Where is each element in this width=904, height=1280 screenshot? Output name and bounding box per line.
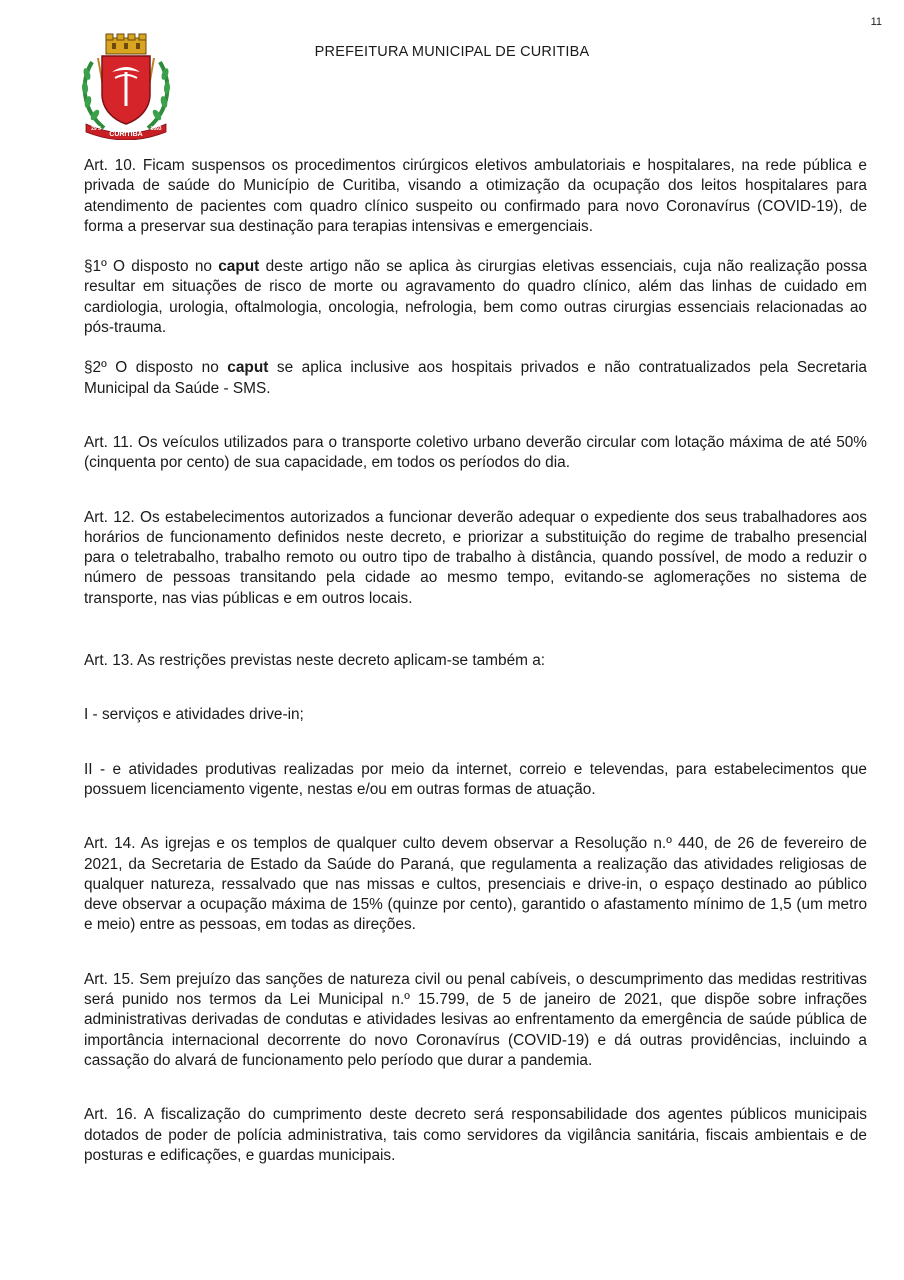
page-number: 11: [870, 16, 882, 28]
paragraph-prefix: §1º O disposto no: [84, 258, 219, 276]
article-11: Art. 11. Os veículos utilizados para o transporte coletivo urbano deverão circular com lotação máxima de até 50% (cinquenta por cento) de sua capacidade, em todos os períodos do dia.: [84, 433, 867, 472]
caput-term: caput: [227, 359, 269, 377]
article-16: Art. 16. A fiscalização do cumprimento deste decreto será responsabilidade dos agentes públicos municipais dotados de poder de polícia administrativa, tais como servidores da vigilância sanitária, fiscais ambientais e de posturas e edificações, e guardas municipais.: [84, 1106, 867, 1164]
article-14: Art. 14. As igrejas e os templos de qualquer culto devem observar a Resolução n.º 440, de 26 de fevereiro de 2021, da Secretaria de Estado da Saúde do Paraná, que regulamenta a realização das atividades religiosas de qualquer natureza, ressalvado que nas missas e cultos, presenciais e drive-in, o espaço destinado ao público deve observar a ocupação máxima de 15% (quinze por cento), garantido o afastamento mínimo de 1,5 (um metro e meio) entre as pessoas, em todas as direções.: [84, 835, 867, 934]
caput-term: caput: [218, 258, 260, 276]
article-13: Art. 13. As restrições previstas neste decreto aplicam-se também a:: [84, 652, 546, 670]
crest-ribbon-text: CURITIBA: [109, 131, 143, 138]
article-15: Art. 15. Sem prejuízo das sanções de natureza civil ou penal cabíveis, o descumprimento das medidas restritivas será punido nos termos da Lei Municipal n.º 15.799, de 5 de janeiro de 2021, que dispõe sobre infrações administrativas derivadas de condutas e atividades lesivas ao enfrentamento da emergência de saúde pública de importância internacional decorrente do novo Coronavírus (COVID-19) e dá outras providências, incluindo a cassação do alvará de funcionamento pelo período que durar a pandemia.: [84, 970, 867, 1069]
article-10: Art. 10. Ficam suspensos os procedimentos cirúrgicos eletivos ambulatoriais e hospitalares, na rede pública e privada de saúde do Município de Curitiba, visando a otimização da ocupação dos leitos hospitalares para atendimento de pacientes com quadro clínico suspeito ou confirmado para novo Coronavírus (COVID-19), de forma a preservar sua destinação para terapias intensivas e emergenciais.: [84, 157, 867, 235]
paragraph-text: deste artigo não se aplica às cirurgias eletivas essenciais, cuja não realização possa resultar em situações de risco de morte ou agravamento do quadro clínico, além das linhas de cuidado em cardiologia, urologia, oftalmologia, oncologia, nefrologia, bem como outras cirurgias essenciais relacionadas ao pós-trauma.: [84, 258, 867, 337]
article-10-paragraph-2: [84, 358, 867, 399]
crest-year-right: 1693: [150, 126, 162, 132]
article-10-paragraph-1: [84, 257, 867, 338]
paragraph-text: se aplica inclusive aos hospitais privados e não contratualizados pela Secretaria Municipal da Saúde - SMS.: [84, 359, 867, 397]
paragraph-prefix: §2º O disposto no: [84, 359, 228, 377]
article-12: Art. 12. Os estabelecimentos autorizados a funcionar deverão adequar o expediente dos seus trabalhadores aos horários de funcionamento definidos neste decreto, e priorizar a substituição do regime de trabalho presencial para o teletrabalho, trabalho remoto ou outro tipo de trabalho à distância, quando possível, de modo a reduzir o número de pessoas transitando pela cidade ao mesmo tempo, evitando-se aglomerações no sistema de transporte, nas vias públicas e em outros locais.: [84, 508, 867, 607]
article-13-item-ii: II - e atividades produtivas realizadas por meio da internet, correio e televendas, para estabelecimentos que possuem licenciamento vigente, nestas e/ou em outras formas de atuação.: [84, 760, 867, 798]
crest-year-left: 29 3: [91, 126, 101, 132]
article-13-item-i: I - serviços e atividades drive-in;: [84, 706, 304, 724]
header-title: PREFEITURA MUNICIPAL DE CURITIBA: [314, 44, 590, 60]
document-body: [84, 156, 867, 1166]
